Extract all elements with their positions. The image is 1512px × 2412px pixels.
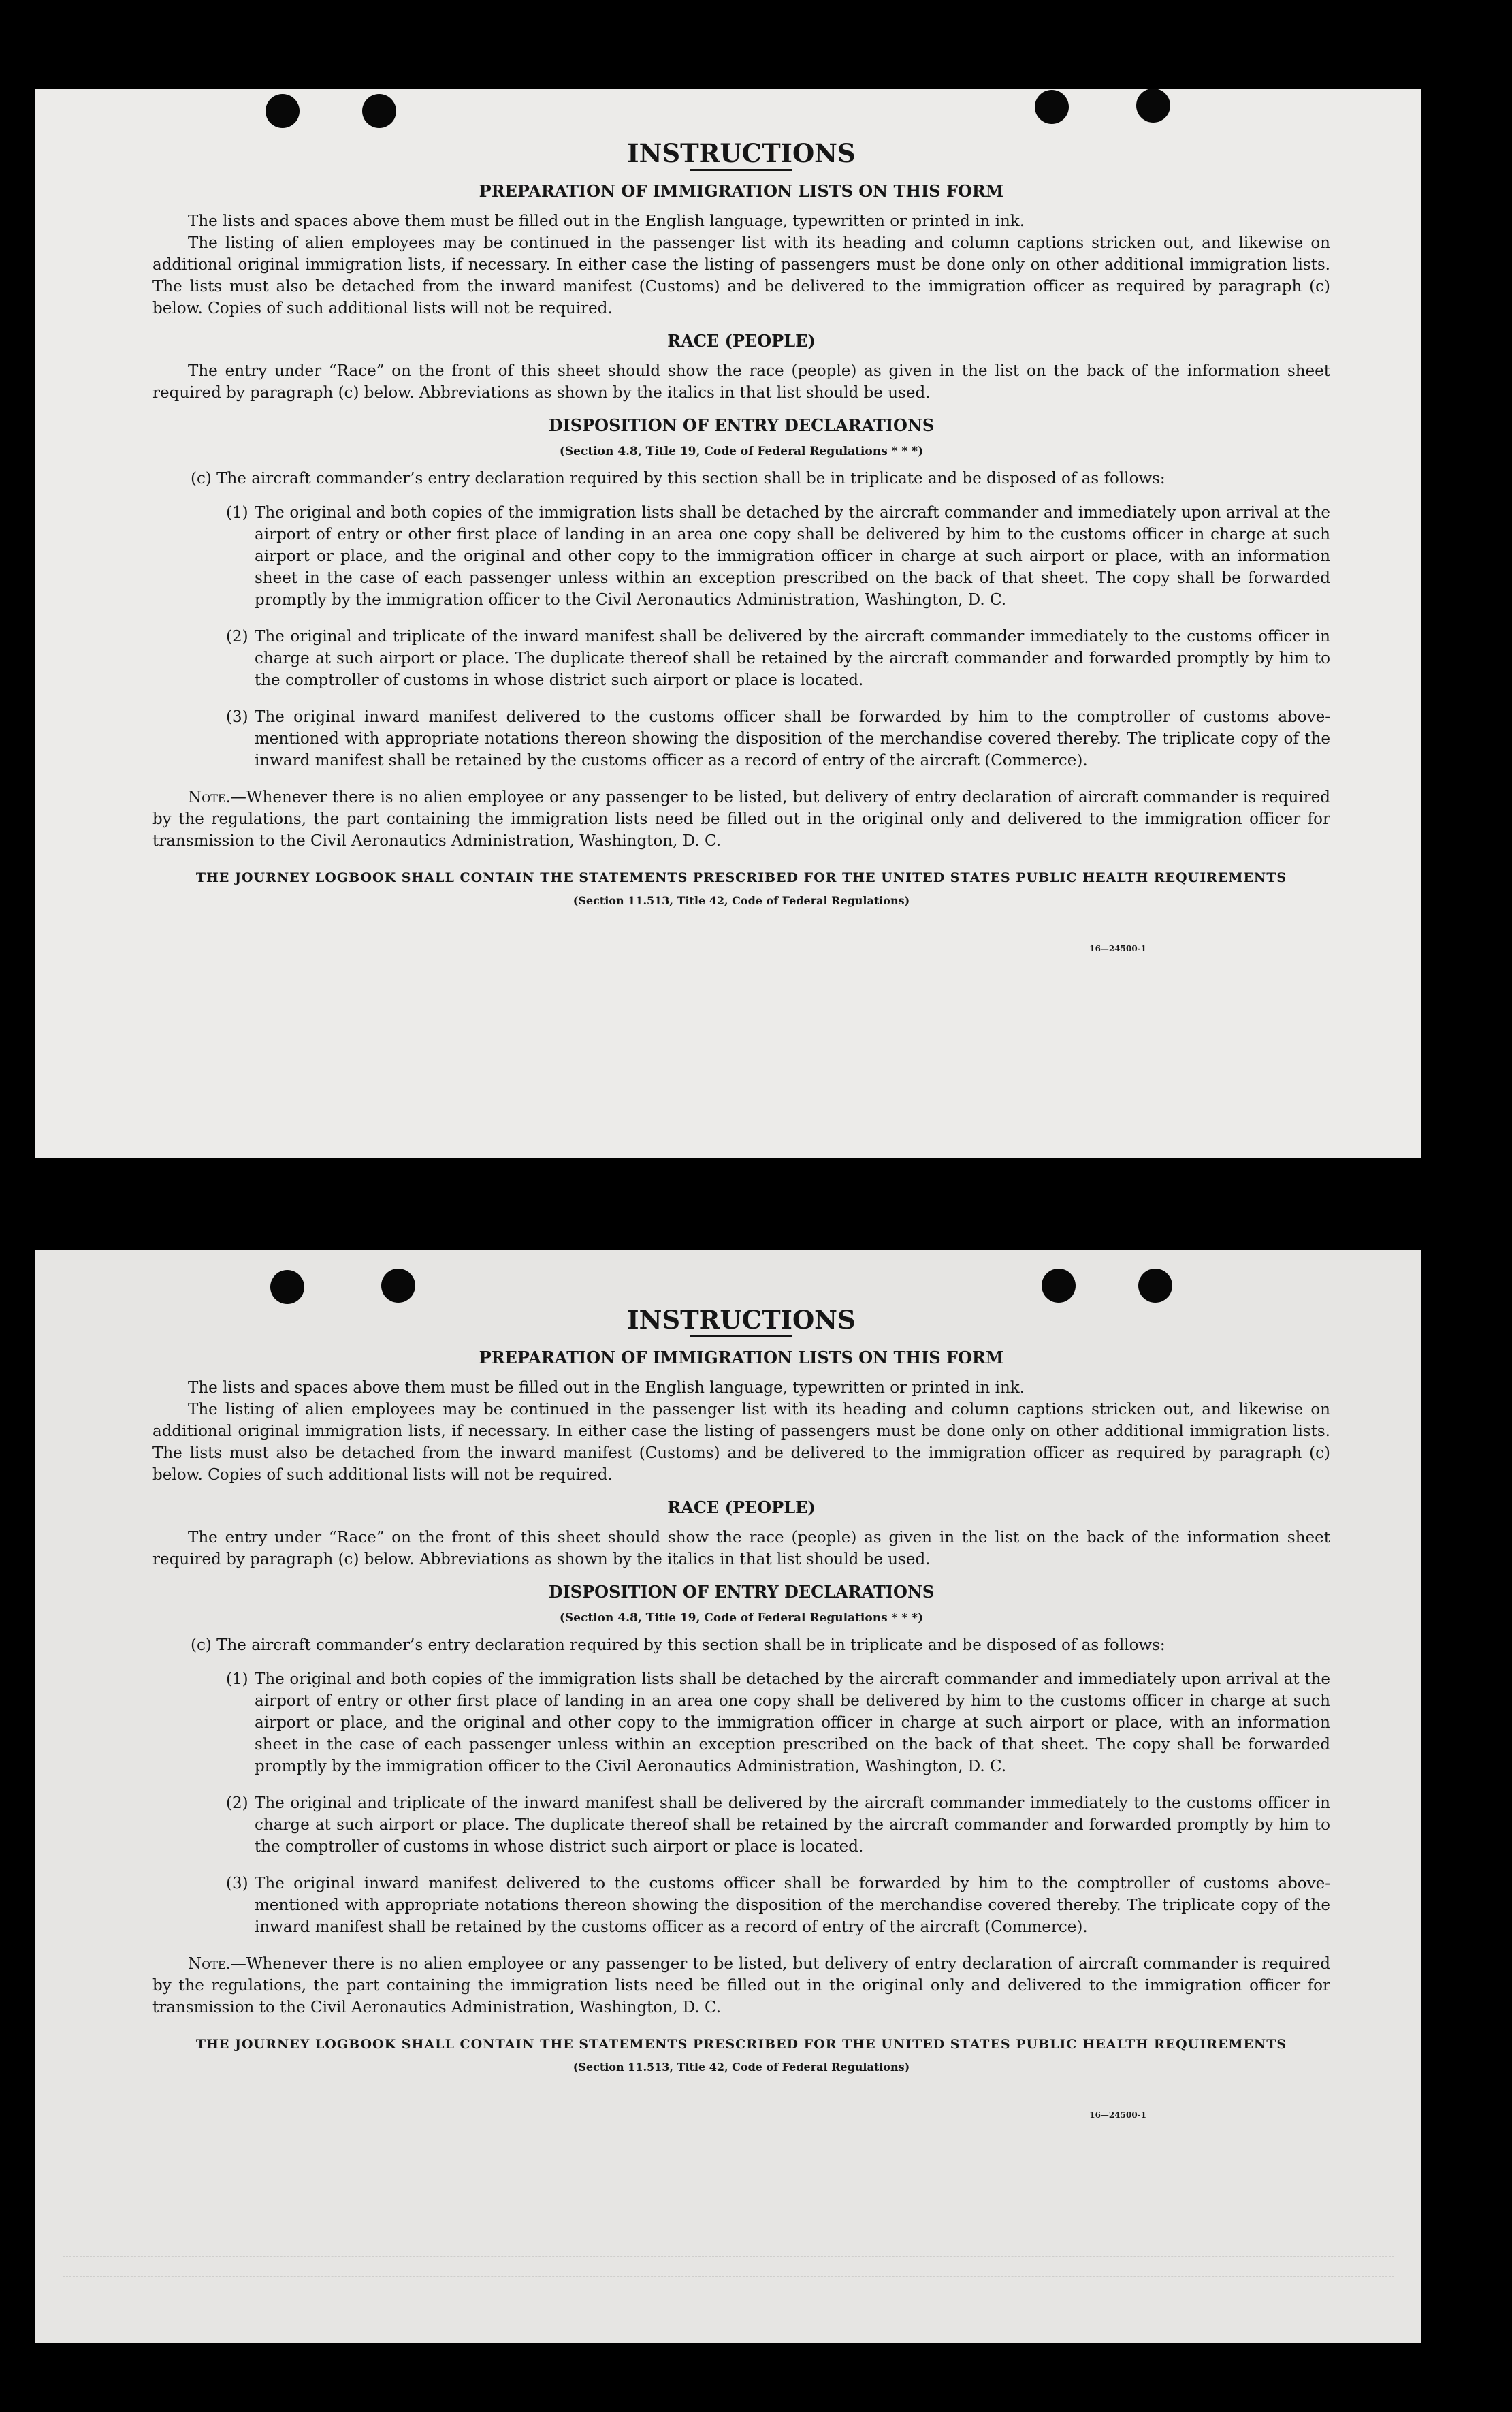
title-underline (690, 169, 792, 171)
punch-hole (1136, 89, 1170, 123)
faint-ruled-line (63, 2276, 1394, 2277)
punch-hole (266, 94, 300, 128)
list-item (226, 1668, 1330, 1777)
section-heading-preparation: PREPARATION OF IMMIGRATION LISTS ON THIS FORM (479, 181, 1004, 201)
race-paragraph: The entry under “Race” on the front of this sheet should show the race (people) as given in the list on the back of the information sheet required by paragraph (c) below. Abbreviations as shown by the italics in that list should be used. (152, 362, 1330, 402)
journey-logbook-statement: THE JOURNEY LOGBOOK SHALL CONTAIN THE STATEMENTS PRESCRIBED FOR THE UNITED STATES PUBLIC HEALTH REQUIREMENTS (195, 870, 1287, 885)
list-item-text: The original and triplicate of the inward manifest shall be delivered by the aircraft commander immediately to the customs officer in charge at such airport or place. The duplicate thereof shall be retained by the aircraft commander and forwarded promptly by him to the comptroller of customs in whose district such airport or place is located. (255, 1794, 1330, 1856)
section-heading-disposition: DISPOSITION OF ENTRY DECLARATIONS (548, 1582, 935, 1602)
note-paragraph (152, 1953, 1330, 2018)
list-item-number: (3) (226, 708, 248, 726)
document-page-1 (35, 89, 1421, 1158)
preparation-paragraph-1: The lists and spaces above them must be filled out in the English language, typewritten or printed in ink. (188, 1379, 1025, 1397)
instructions-body (152, 138, 1330, 959)
section-heading-disposition: DISPOSITION OF ENTRY DECLARATIONS (548, 415, 935, 435)
note-text: —Whenever there is no alien employee or any passenger to be listed, but delivery of entry declaration of aircraft commander is required by the regulations, the part containing the immigration lists need be filled out in the original only and delivered to the immigration officer for transmission to the Civil Aeronautics Administration, Washington, D. C. (152, 789, 1330, 850)
list-item (226, 706, 1330, 772)
list-item-text: The original inward manifest delivered to the customs officer shall be forwarded by him to the comptroller of customs above-mentioned with appropriate notations thereon showing the disposition of the merchandise covered thereby. The triplicate copy of the inward manifest shall be retained by the customs officer as a record of entry of the aircraft (Commerce). (255, 1875, 1330, 1936)
note-label: Note. (188, 1955, 231, 1973)
disposition-paragraph-c: (c) The aircraft commander’s entry declaration required by this section shall be in triplicate and be disposed of as follows: (191, 1636, 1165, 1654)
note-text: —Whenever there is no alien employee or any passenger to be listed, but delivery of entry declaration of aircraft commander is required by the regulations, the part containing the immigration lists need be filled out in the original only and delivered to the immigration officer for transmission to the Civil Aeronautics Administration, Washington, D. C. (152, 1955, 1330, 2016)
form-number: 16—24500-1 (1089, 2110, 1146, 2120)
punch-hole (362, 94, 396, 128)
title-underline (690, 1335, 792, 1337)
faint-ruled-line (63, 2256, 1394, 2257)
disposition-paragraph-c: (c) The aircraft commander’s entry declaration required by this section shall be in triplicate and be disposed of as follows: (191, 470, 1165, 488)
punch-hole (270, 1270, 304, 1304)
list-item (226, 1873, 1330, 1938)
form-number: 16—24500-1 (1089, 944, 1146, 953)
list-item-text: The original and triplicate of the inward manifest shall be delivered by the aircraft commander immediately to the customs officer in charge at such airport or place. The duplicate thereof shall be retained by the aircraft commander and forwarded promptly by him to the comptroller of customs in whose district such airport or place is located. (255, 628, 1330, 689)
page-title: INSTRUCTIONS (627, 1305, 856, 1335)
list-item-number: (2) (226, 1794, 248, 1812)
instructions-body (152, 1304, 1330, 2126)
section-heading-preparation: PREPARATION OF IMMIGRATION LISTS ON THIS FORM (479, 1348, 1004, 1367)
preparation-paragraph-2: The listing of alien employees may be continued in the passenger list with its heading and column captions stricken out, and likewise on additional original immigration lists, if necessary. In either case the listing of passengers must be done only on other additional immigration lists. The lists must also be detached from the inward manifest (Customs) and be delivered to the immigration officer as required by paragraph (c) below. Copies of such additional lists will not be required. (152, 234, 1330, 317)
journey-logbook-citation: (Section 11.513, Title 42, Code of Federal Regulations) (573, 894, 910, 907)
list-item-text: The original and both copies of the immigration lists shall be detached by the aircraft commander and immediately upon arrival at the airport of entry or other first place of landing in an area one copy shall be delivered by him to the customs officer in charge at such airport or place, and the original and other copy to the immigration officer in charge at such airport or place, with an information sheet in the case of each passenger unless within an exception prescribed on the back of that sheet. The copy shall be forwarded promptly by the immigration officer to the Civil Aeronautics Administration, Washington, D. C. (255, 1670, 1330, 1775)
document-page-2 (35, 1250, 1421, 2343)
list-item (226, 626, 1330, 691)
preparation-paragraph-2: The listing of alien employees may be continued in the passenger list with its heading and column captions stricken out, and likewise on additional original immigration lists, if necessary. In either case the listing of passengers must be done only on other additional immigration lists. The lists must also be detached from the inward manifest (Customs) and be delivered to the immigration officer as required by paragraph (c) below. Copies of such additional lists will not be required. (152, 1401, 1330, 1484)
punch-hole (381, 1269, 415, 1303)
note-label: Note. (188, 789, 231, 806)
journey-logbook-statement: THE JOURNEY LOGBOOK SHALL CONTAIN THE STATEMENTS PRESCRIBED FOR THE UNITED STATES PUBLIC HEALTH REQUIREMENTS (195, 2037, 1287, 2052)
disposition-citation: (Section 4.8, Title 19, Code of Federal Regulations * * *) (559, 1611, 924, 1625)
list-item-number: (3) (226, 1875, 248, 1892)
section-heading-race: RACE (PEOPLE) (667, 331, 816, 351)
disposition-citation: (Section 4.8, Title 19, Code of Federal Regulations * * *) (559, 445, 924, 458)
punch-hole (1138, 1269, 1172, 1303)
race-paragraph: The entry under “Race” on the front of this sheet should show the race (people) as given in the list on the back of the information sheet required by paragraph (c) below. Abbreviations as shown by the italics in that list should be used. (152, 1529, 1330, 1568)
note-paragraph (152, 787, 1330, 852)
list-item (226, 1792, 1330, 1858)
page-title: INSTRUCTIONS (627, 138, 856, 168)
list-item-text: The original and both copies of the immigration lists shall be detached by the aircraft commander and immediately upon arrival at the airport of entry or other first place of landing in an area one copy shall be delivered by him to the customs officer in charge at such airport or place, and the original and other copy to the immigration officer in charge at such airport or place, with an information sheet in the case of each passenger unless within an exception prescribed on the back of that sheet. The copy shall be forwarded promptly by the immigration officer to the Civil Aeronautics Administration, Washington, D. C. (255, 504, 1330, 609)
list-item-text: The original inward manifest delivered to the customs officer shall be forwarded by him to the comptroller of customs above-mentioned with appropriate notations thereon showing the disposition of the merchandise covered thereby. The triplicate copy of the inward manifest shall be retained by the customs officer as a record of entry of the aircraft (Commerce). (255, 708, 1330, 769)
list-item-number: (2) (226, 628, 248, 646)
preparation-paragraph-1: The lists and spaces above them must be filled out in the English language, typewritten or printed in ink. (188, 212, 1025, 230)
journey-logbook-citation: (Section 11.513, Title 42, Code of Federal Regulations) (573, 2061, 910, 2074)
punch-hole (1042, 1269, 1076, 1303)
punch-hole (1035, 90, 1069, 124)
section-heading-race: RACE (PEOPLE) (667, 1497, 816, 1517)
list-item (226, 502, 1330, 611)
list-item-number: (1) (226, 504, 248, 522)
list-item-number: (1) (226, 1670, 248, 1688)
